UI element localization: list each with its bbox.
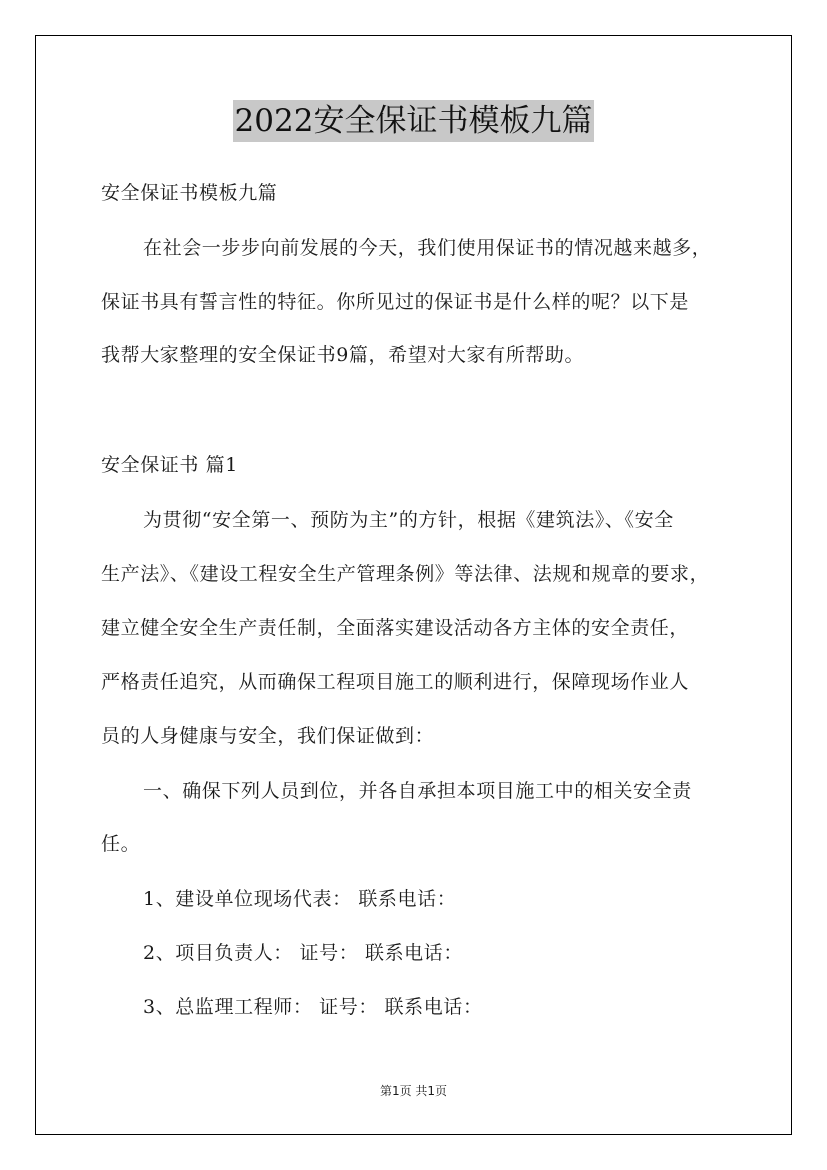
paragraph-line: 保证书具有誓言性的特征。你所见过的保证书是什么样的呢？以下是 <box>101 291 690 313</box>
paragraph-line: 任。 <box>101 833 141 855</box>
list-item: 1、建设单位现场代表： 联系电话： <box>143 888 457 910</box>
paragraph-line: 严格责任追究，从而确保工程项目施工的顺利进行，保障现场作业人 <box>101 671 690 693</box>
section-heading: 安全保证书 篇1 <box>101 454 238 476</box>
paragraph-line: 为贯彻“安全第一、预防为主”的方针，根据《建筑法》、《安全 <box>143 509 674 531</box>
section-heading: 安全保证书模板九篇 <box>101 182 278 204</box>
list-item: 3、总监理工程师： 证号： 联系电话： <box>143 996 483 1018</box>
paragraph-line: 我帮大家整理的安全保证书9篇，希望对大家有所帮助。 <box>101 344 585 366</box>
page-footer: 第1页 共1页 <box>379 1084 448 1098</box>
document-title: 2022安全保证书模板九篇 <box>233 100 595 142</box>
paragraph-line: 一、确保下列人员到位，并各自承担本项目施工中的相关安全责 <box>143 780 692 802</box>
paragraph-line: 生产法》、《建设工程安全生产管理条例》等法律、法规和规章的要求， <box>101 563 710 585</box>
list-item: 2、项目负责人： 证号： 联系电话： <box>143 942 463 964</box>
paragraph-line: 员的人身健康与安全，我们保证做到： <box>101 725 435 747</box>
paragraph-line: 建立健全安全生产责任制，全面落实建设活动各方主体的安全责任， <box>101 617 690 639</box>
paragraph-line: 在社会一步步向前发展的今天，我们使用保证书的情况越来越多， <box>143 237 712 259</box>
title-container <box>0 100 827 142</box>
